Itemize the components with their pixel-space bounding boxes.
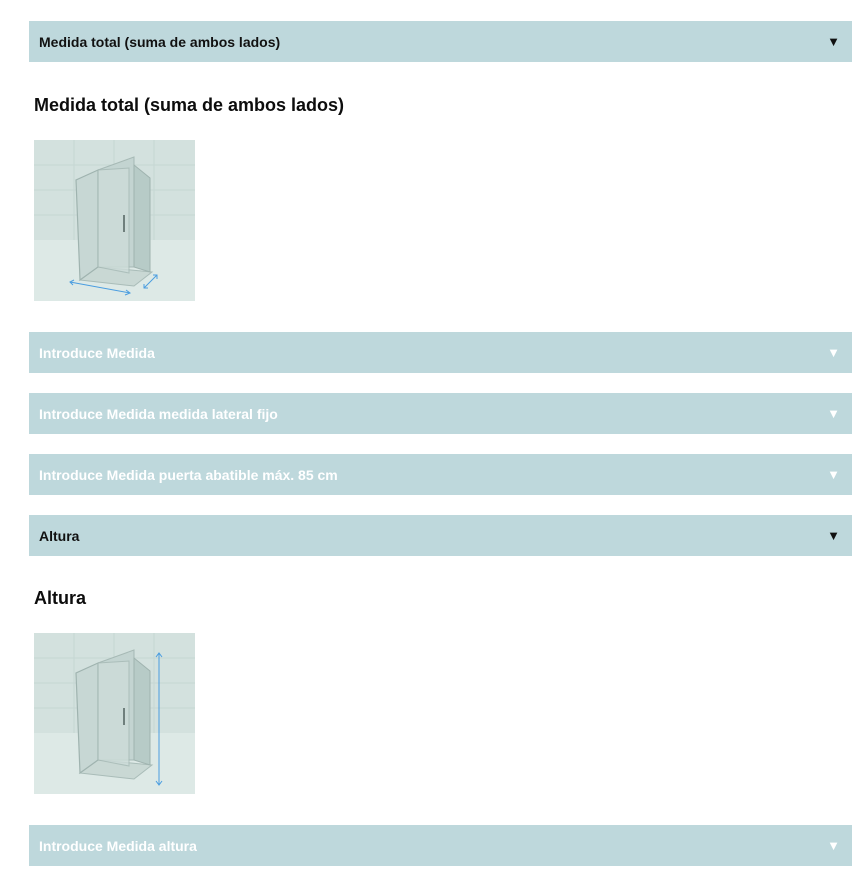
field-introduce-medida[interactable]	[29, 332, 852, 373]
field-label: Introduce Medida altura	[39, 837, 197, 854]
chevron-down-icon: ▼	[827, 34, 840, 49]
shower-height-diagram	[34, 633, 195, 794]
field-medida-puerta-abatible[interactable]	[29, 454, 852, 495]
chevron-down-icon: ▼	[827, 528, 840, 543]
shower-width-diagram	[34, 140, 195, 301]
chevron-down-icon: ▼	[827, 838, 840, 853]
field-medida-lateral-fijo[interactable]	[29, 393, 852, 434]
accordion-header-medida-total[interactable]	[29, 21, 852, 62]
field-label: Introduce Medida medida lateral fijo	[39, 405, 278, 422]
accordion-header-label: Altura	[39, 527, 80, 544]
accordion-header-altura[interactable]	[29, 515, 852, 556]
chevron-down-icon: ▼	[827, 467, 840, 482]
section-title: Altura	[34, 588, 87, 608]
chevron-down-icon: ▼	[827, 345, 840, 360]
field-label: Introduce Medida puerta abatible máx. 85 cm	[39, 466, 338, 483]
accordion-header-label: Medida total (suma de ambos lados)	[39, 33, 281, 50]
field-label: Introduce Medida	[39, 344, 155, 361]
chevron-down-icon: ▼	[827, 406, 840, 421]
section-title: Medida total (suma de ambos lados)	[34, 95, 345, 115]
field-medida-altura[interactable]	[29, 825, 852, 866]
